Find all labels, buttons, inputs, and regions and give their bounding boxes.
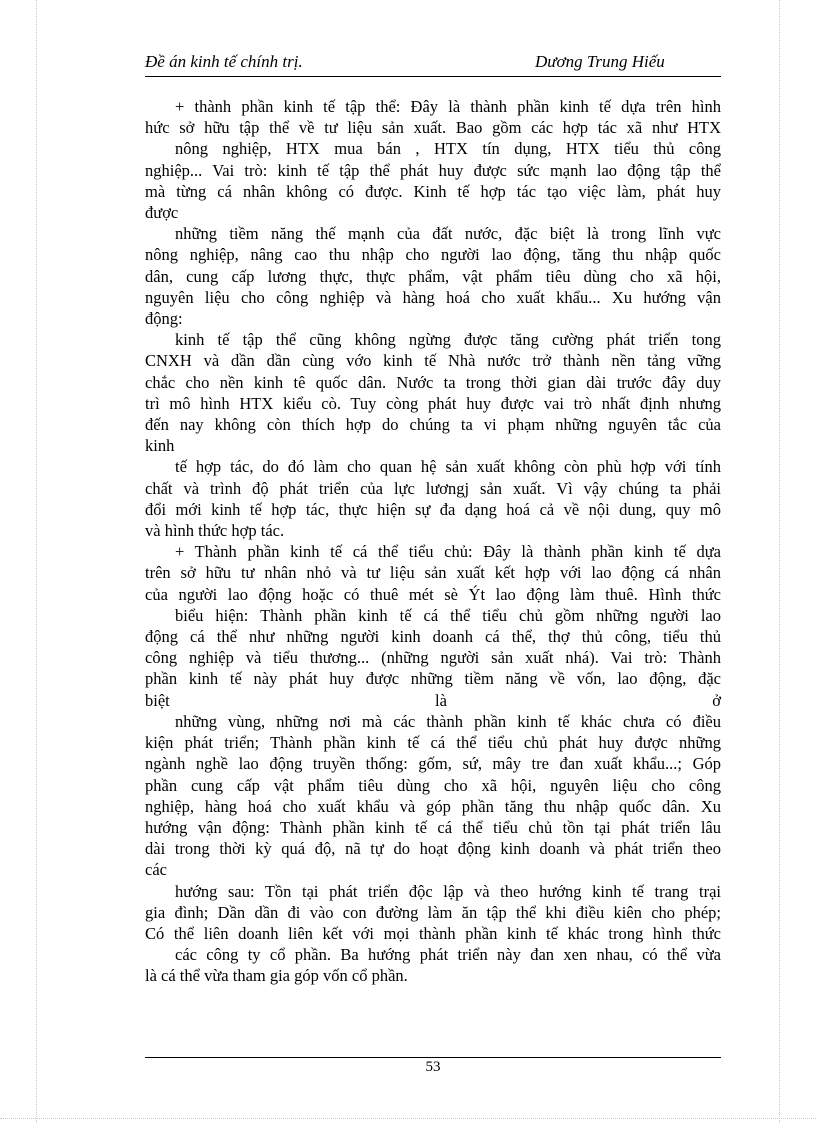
page-bottom-edge: [0, 1118, 816, 1119]
body-line: nguyên liệu cho công nghiệp và hàng hoá cho xuất khẩu... Xu hướng vận: [145, 287, 721, 307]
body-line: hức sở hữu tập thể về tư liệu sản xuất. Bao gồm các hợp tác xã như HTX: [145, 118, 721, 138]
body-line: CNXH và dần dần cùng vớo kinh tế Nhà nước trở thành nền tảng vững: [145, 351, 721, 371]
body-line: công nghiệp và tiểu thương... (những người sản xuất nhá). Vai trò: Thành: [145, 648, 721, 668]
body-line: tế hợp tác, do đó làm cho quan hệ sản xuất không còn phù hợp với tính: [175, 457, 721, 477]
document-body: [145, 96, 721, 987]
body-line: mà từng cá nhân không có được. Kinh tế hợp tác tạo việc làm, phát huy: [145, 181, 721, 201]
body-line: chất và trình độ phát triển của lực lươngj sản xuất. Vì vậy chúng ta phải: [145, 478, 721, 498]
body-line: được: [145, 203, 179, 223]
body-line: biệt là ở: [145, 690, 721, 710]
body-line: kiện phát triển; Thành phần kinh tế cá thể tiểu chủ phát huy được những: [145, 733, 721, 753]
body-line: hướng sau: Tồn tại phát triển độc lập và theo hướng kinh tế trang trại: [175, 881, 721, 901]
body-line: dài trong thời kỳ quá độ, nã tự do hoạt động kinh doanh và phát triển theo: [145, 839, 721, 859]
body-line: + Thành phần kinh tế cá thể tiểu chủ: Đây là thành phần kinh tế dựa: [175, 542, 721, 562]
body-line: nghiệp, hàng hoá cho xuất khẩu và góp phần tăng thu nhập quốc dân. Xu: [145, 796, 721, 816]
body-line: phần cung cấp vật phẩm tiêu dùng cho xã hội, nguyên liệu cho công: [145, 775, 721, 795]
body-line: những tiềm năng thế mạnh của đất nước, đặc biệt là trong lĩnh vực: [175, 224, 721, 244]
body-line: trì mô hình HTX kiểu cò. Tuy còng phát huy được vai trò nhất định nhưng: [145, 393, 721, 413]
body-line: những vùng, những nơi mà các thành phần kinh tế khác chưa có điều: [175, 711, 721, 731]
body-line: chắc cho nền kinh tê quốc dân. Nước ta trong thời gian dài trước đây duy: [145, 372, 721, 392]
body-line: phần kinh tế này phát huy được những tiềm năng về vốn, lao động, đặc: [145, 669, 721, 689]
body-line: các: [145, 860, 167, 880]
body-line: nông nghiệp, nâng cao thu nhập cho người lao động, tăng thu nhập quốc: [145, 245, 721, 265]
body-line: nghiệp... Vai trò: kinh tế tập thể phát huy được sức mạnh lao động tập thể: [145, 160, 721, 180]
body-line: và hình thức hợp tác.: [145, 521, 285, 541]
body-line: trên sở hữu tư nhân nhỏ và tư liệu sản xuất kết hợp với lao động cá nhân: [145, 563, 721, 583]
body-line: dân, cung cấp lương thực, thực phẩm, vật phẩm tiêu dùng cho xã hội,: [145, 266, 721, 286]
body-line: gia đình; Dần dần đi vào con đường làm ăn tập thể khi điều kiên cho phép;: [145, 902, 721, 922]
page-header: [145, 50, 721, 77]
body-line: động cá thể như những người kinh doanh cá thể, thợ thủ công, tiểu thủ: [145, 627, 721, 647]
body-line: các công ty cổ phần. Ba hướng phát triển này đan xen nhau, có thể vừa: [175, 945, 721, 965]
body-line: biểu hiện: Thành phần kinh tế cá thể tiểu chủ gồm những người lao: [175, 605, 721, 625]
header-author: Dương Trung Hiếu: [535, 52, 665, 71]
body-line: kinh: [145, 436, 175, 456]
body-line: đổi mới kinh tế hợp tác, thực hiện sự đa dạng hoá cả về nội dung, quy mô: [145, 499, 721, 519]
body-line: + thành phần kinh tế tập thể: Đây là thành phần kinh tế dựa trên hình: [175, 97, 721, 116]
body-line: kinh tế tập thể cũng không ngừng được tăng cường phát triển tong: [175, 330, 721, 350]
body-line: đến nay không còn thích hợp do chúng ta vi phạm những nguyên tắc của: [145, 415, 721, 435]
header-document-title: Đề án kinh tế chính trị.: [145, 52, 303, 71]
page-number: 53: [425, 1059, 441, 1075]
body-line: là cá thể vừa tham gia góp vốn cổ phần.: [145, 966, 408, 986]
body-line: ngành nghề lao động truyền thống: gốm, sứ, mây tre đan xuất khẩu...; Góp: [145, 754, 721, 774]
body-line: của người lao động hoặc có thuê mét sè Ýt lao động làm thuê. Hình thức: [145, 584, 721, 604]
body-line: nông nghiệp, HTX mua bán , HTX tín dụng, HTX tiểu thủ công: [175, 139, 721, 159]
body-line: hướng vận động: Thành phần kinh tế cá thể tiểu chủ tồn tại phát triển lâu: [145, 817, 721, 837]
body-line: động:: [145, 309, 183, 329]
body-line: Có thể liên doanh liên kết với mọi thành phần kinh tế khác trong hình thức: [145, 923, 721, 943]
footer-rule: [145, 1057, 721, 1058]
